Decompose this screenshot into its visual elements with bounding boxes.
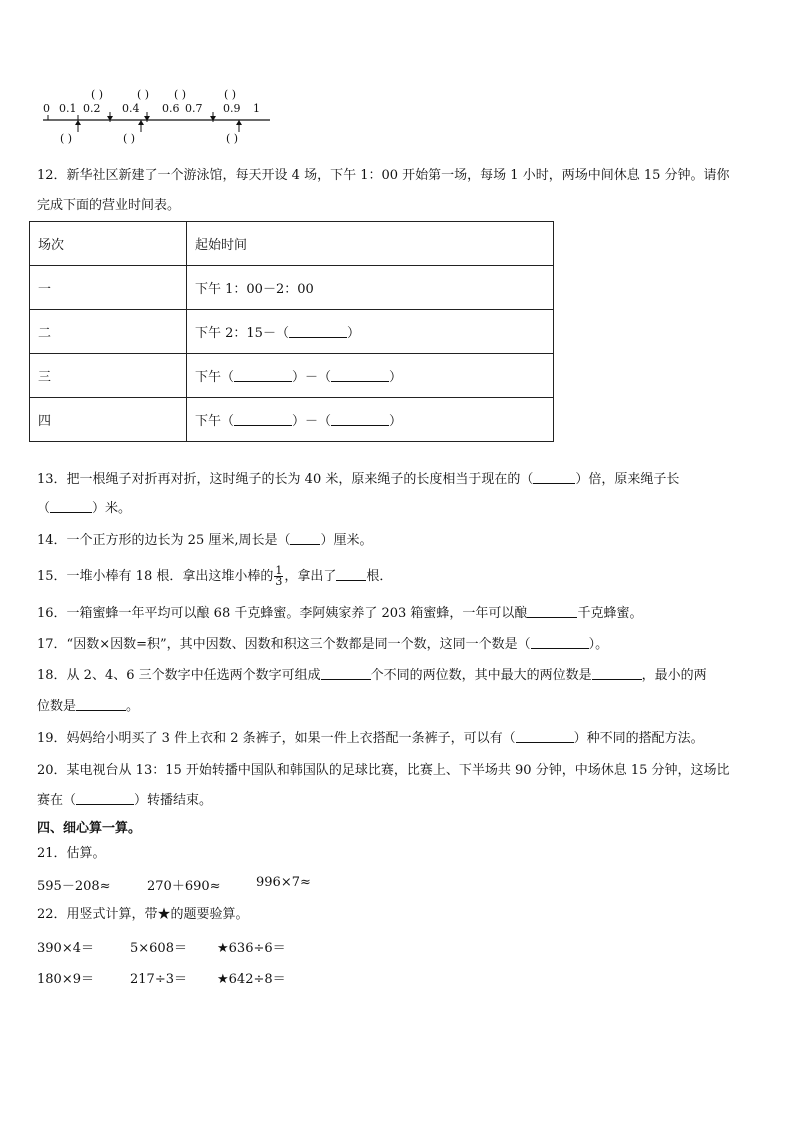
number-line-label: 0.4 [122, 102, 140, 115]
answer-blank[interactable] [76, 792, 134, 805]
q21-title: 21．估算。 [37, 846, 106, 861]
q14 [37, 532, 373, 550]
calc-item: 180×9＝ [37, 972, 94, 987]
answer-blank[interactable] [289, 325, 347, 338]
q18-text: 个不同的两位数，其中最大的两位数是 [370, 668, 592, 683]
q20-line2 [37, 792, 212, 810]
number-line-label: 0.7 [185, 102, 203, 115]
q12-text-line1: 12．新华社区新建了一个游泳馆，每天开设 4 场，下午 1：00 开始第一场，每场 1 小时，两场中间休息 15 分钟。请你 [37, 168, 730, 183]
q14-text: ）厘米。 [320, 533, 373, 548]
q20-text: ）转播结束。 [134, 793, 213, 808]
time-text: 下午 2：15－（ [195, 326, 289, 341]
blank-bottom: ( ) [123, 132, 136, 145]
q13-line2 [37, 500, 131, 518]
calc-item: 217÷3＝ [130, 972, 187, 987]
q22-title: 22．用竖式计算，带★的题要验算。 [37, 907, 249, 922]
table-header-row [30, 222, 554, 266]
q18-line1 [37, 667, 707, 685]
blank-bottom: ( ) [60, 132, 73, 145]
answer-blank[interactable] [531, 636, 589, 649]
number-line-figure [38, 88, 273, 150]
answer-blank[interactable] [50, 500, 92, 513]
table-row [30, 266, 554, 310]
fraction-denominator: 3 [275, 575, 283, 588]
q18-text: 18．从 2、4、6 三个数字中任选两个数字可组成 [37, 668, 321, 683]
q18-line2 [37, 698, 139, 716]
estimate-item: 996×7≈ [256, 875, 311, 890]
arrow-up-head [75, 120, 81, 125]
q20-line1: 20．某电视台从 13：15 开始转播中国队和韩国队的足球比赛，比赛上、下半场共 90 分钟，中场休息 15 分钟，这场比 [37, 763, 730, 778]
answer-blank[interactable] [533, 471, 575, 484]
number-line-label: 0.6 [162, 102, 180, 115]
q17-text: 17．“因数×因数=积”，其中因数、因数和积这三个数都是同一个数，这同一个数是（ [37, 637, 531, 652]
answer-blank[interactable] [516, 730, 574, 743]
calc-item: ★636÷6＝ [217, 941, 286, 956]
q13-text: （ [37, 501, 51, 516]
table-row [30, 398, 554, 442]
fraction-numerator: 1 [275, 564, 283, 577]
separator: ）－（ [292, 370, 332, 385]
q13-line1 [37, 471, 679, 489]
paren-close: ） [389, 414, 403, 429]
time-text: 下午（ [195, 414, 235, 429]
blank-top: ( ) [174, 88, 187, 101]
estimate-item: 270＋690≈ [147, 879, 221, 894]
answer-blank[interactable] [234, 369, 292, 382]
q18-text: ，最小的两 [641, 668, 707, 683]
q19-text: ）种不同的搭配方法。 [573, 731, 704, 746]
number-line-label: 0.9 [223, 102, 241, 115]
answer-blank[interactable] [234, 413, 292, 426]
answer-blank[interactable] [331, 369, 389, 382]
q19 [37, 730, 704, 748]
table-row [30, 310, 554, 354]
number-line-label: 1 [253, 102, 260, 115]
blank-top: ( ) [137, 88, 150, 101]
answer-blank[interactable] [527, 605, 577, 618]
q17-text: ）。 [588, 637, 609, 652]
number-line-label: 0.2 [83, 102, 101, 115]
session-cell: 一 [30, 266, 187, 310]
arrow-up-head [138, 120, 144, 125]
q18-text: 位数是 [37, 699, 77, 714]
blank-top: ( ) [91, 88, 104, 101]
fraction [274, 566, 283, 587]
blank-top: ( ) [224, 88, 237, 101]
paren-close: ） [346, 326, 360, 341]
time-text: 下午（ [195, 370, 235, 385]
q16-text: 16．一箱蜜蜂一年平均可以酿 68 千克蜂蜜。李阿姨家养了 203 箱蜜蜂，一年可以酿 [37, 606, 528, 621]
table-row [30, 354, 554, 398]
q19-text: 19．妈妈给小明买了 3 件上衣和 2 条裤子，如果一件上衣搭配一条裤子，可以有（ [37, 731, 516, 746]
calc-item: 5×608＝ [130, 941, 187, 956]
q18-text: 。 [126, 699, 140, 714]
session-cell: 三 [30, 354, 187, 398]
q15-text: 根． [366, 569, 393, 584]
q12-text-line2: 完成下面的营业时间表。 [37, 198, 181, 213]
header-time: 起始时间 [187, 222, 554, 266]
q17 [37, 636, 608, 654]
answer-blank[interactable] [290, 532, 320, 545]
q13-text: ）米。 [92, 501, 132, 516]
q15-text: 15．一堆小棒有 18 根．拿出这堆小棒的 [37, 569, 274, 584]
calc-item: 390×4＝ [37, 941, 94, 956]
estimate-item: 595－208≈ [37, 879, 111, 894]
time-cell [187, 310, 554, 354]
q20-text: 赛在（ [37, 793, 77, 808]
number-line-label: 0 [43, 102, 50, 115]
paren-close: ） [389, 370, 403, 385]
session-cell: 二 [30, 310, 187, 354]
time-cell [187, 354, 554, 398]
time-cell [187, 266, 554, 310]
q16 [37, 605, 642, 623]
session-cell: 四 [30, 398, 187, 442]
q14-text: 14．一个正方形的边长为 25 厘米,周长是（ [37, 533, 291, 548]
section-title: 四、细心算一算。 [37, 821, 142, 836]
q15 [37, 566, 392, 587]
schedule-table [29, 221, 554, 442]
header-session: 场次 [30, 222, 187, 266]
time-cell [187, 398, 554, 442]
number-line-label: 0.1 [59, 102, 77, 115]
q15-text: ，拿出了 [284, 569, 337, 584]
q13-text: 13．把一根绳子对折再对折，这时绳子的长为 40 米，原来绳子的长度相当于现在的（ [37, 472, 534, 487]
separator: ）－（ [292, 414, 332, 429]
time-text: 下午 1：00－2：00 [195, 282, 314, 297]
blank-bottom: ( ) [226, 132, 239, 145]
answer-blank[interactable] [321, 667, 371, 680]
answer-blank[interactable] [76, 698, 126, 711]
q16-text: 千克蜂蜜。 [577, 606, 643, 621]
calc-item: ★642÷8＝ [217, 972, 286, 987]
q13-text: ）倍，原来绳子长 [575, 472, 680, 487]
answer-blank[interactable] [336, 568, 366, 581]
arrow-up-head [236, 120, 242, 125]
answer-blank[interactable] [331, 413, 389, 426]
answer-blank[interactable] [592, 667, 642, 680]
